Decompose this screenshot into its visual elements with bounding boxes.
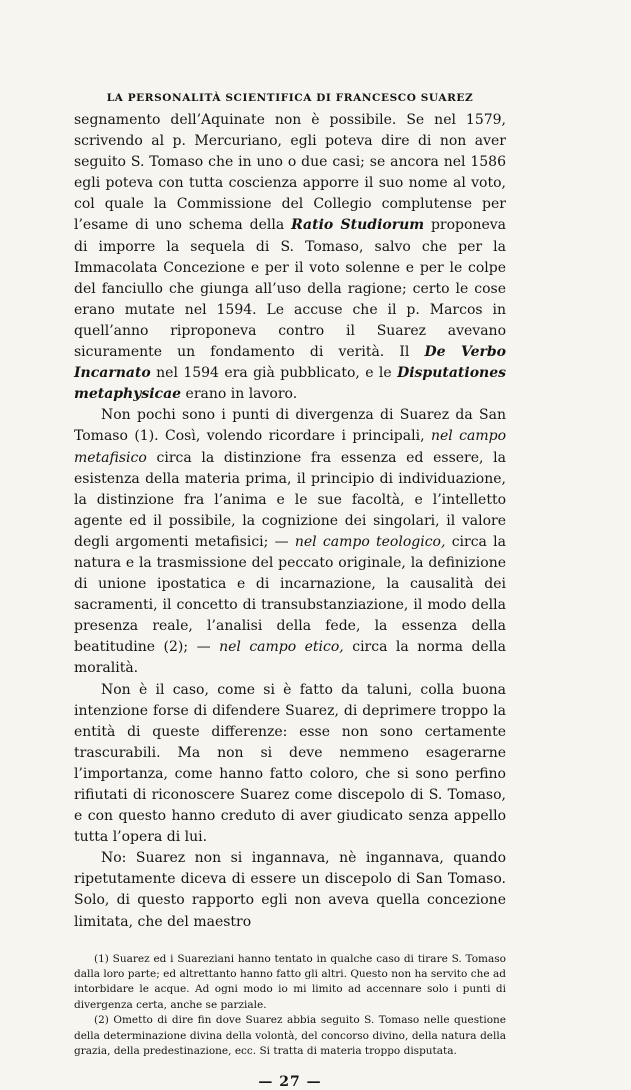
footnote-1: (1) Suarez ed i Suareziani hanno tentato in qualche caso di tirare S. Tomaso dalla loro parte; ed altrettanto hanno fatto gli altri. Questo non ha servito che ad intorbidare le acque. Ad ogni modo io mi limito ad accennare solo i punti di divergenza certa, anche se parziale. bbox=[74, 952, 506, 1011]
p2-campo-etico: nel campo etico, bbox=[219, 639, 344, 656]
p2-text-c: circa la natura e la trasmissione del peccato originale, la definizione di unione ipostatica e di incarnazione, la causalità dei sacramenti, il concetto di transubstanziazione, il modo della presenza reale, l’analisi della fede, la essenza della beatitudine (2); — bbox=[74, 533, 506, 656]
footnote-2: (2) Ometto di dire fin dove Suarez abbia seguito S. Tomaso nelle questione della determinazione divina della volontà, del concorso divino, della natura della grazia, della predestinazione, ecc. Si tratta di materia troppo disputata. bbox=[74, 1014, 506, 1058]
paragraph-2 bbox=[74, 405, 506, 679]
paragraph-1 bbox=[74, 110, 506, 405]
running-header: LA PERSONALITÀ SCIENTIFICA DI FRANCESCO SUAREZ bbox=[106, 92, 474, 104]
p1-title-de-verbo-incarnato: De Verbo Incarnato bbox=[74, 344, 506, 382]
p1-title-ratio-studiorum: Ratio Studiorum bbox=[291, 217, 425, 234]
p1-text-c: nel 1594 era già pubblicato, e le bbox=[150, 365, 398, 382]
paragraph-4: No: Suarez non si ingannava, nè ingannava, quando ripetutamente diceva di essere un discepolo di San Tomaso. Solo, di questo rapporto egli non aveva quella concezione limitata, che del maestro bbox=[74, 850, 506, 930]
p1-text-d: erano in lavoro. bbox=[181, 386, 298, 403]
p1-text-b: proponeva di imporre la sequela di S. Tomaso, salvo che per la Immacolata Concezione e per il voto solenne e per le colpe del fanciullo che giunga all’uso della ragione; certo le cose erano mutate nel 1594. Le accuse che il p. Marcos in quell’anno riproponeva contro il Suarez avevano sicuramente un fondamento di verità. Il bbox=[74, 217, 506, 361]
page-number: — 27 — bbox=[258, 1073, 322, 1090]
p2-text-b: circa la distinzione fra essenza ed essere, la esistenza della materia prima, il principio di individuazione, la distinzione fra l’anima e le sue facoltà, e l’intelletto agente ed il possibile, la cognizione dei singolari, il valore degli argomenti metafisici; — bbox=[74, 449, 506, 550]
paragraph-3: Non è il caso, come si è fatto da taluni, colla buona intenzione forse di difendere Suarez, di deprimere troppo la entità di queste differenze: esse non sono certamente trascurabili. Ma non si deve nemmeno esagerarne l’importanza, come hanno fatto coloro, che si sono perfino rifiutati di riconoscere Suarez come discepolo di S. Tomaso, e con questo hanno creduto di aver giudicato senza appello tutta l’opera di lui. bbox=[74, 681, 506, 846]
footnotes bbox=[74, 952, 506, 1060]
p1-text-a: segnamento dell’Aquinate non è possibile. Se nel 1579, scrivendo al p. Mercuriano, egli poteva dire di non aver seguito S. Tomaso che in uno o due casi; se ancora nel 1586 egli poteva con tutta coscienza apporre il suo nome al voto, col quale la Commissione del Collegio complutense per l’esame di uno schema della bbox=[74, 112, 506, 234]
p2-campo-teologico: nel campo teologico, bbox=[294, 533, 446, 550]
p2-campo-metafisico: nel campo metafisico bbox=[74, 428, 507, 466]
p1-title-disputationes: Disputationes metaphysicae bbox=[74, 365, 506, 403]
p2-text-d: circa la norma della moralità. bbox=[74, 639, 506, 677]
p2-text-a: Non pochi sono i punti di divergenza di Suarez da San Tomaso (1). Così, volendo ricordare i principali, bbox=[74, 407, 506, 445]
book-page bbox=[74, 92, 506, 1090]
